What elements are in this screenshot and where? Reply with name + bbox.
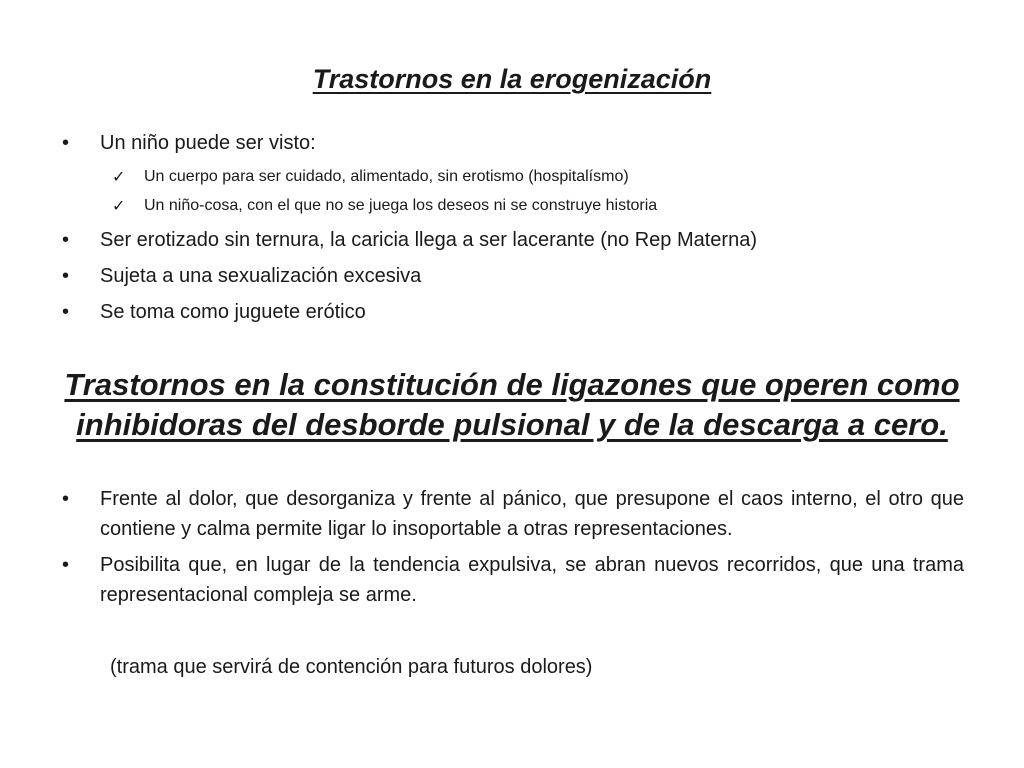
list-item bbox=[62, 261, 964, 291]
list-item bbox=[62, 128, 964, 158]
section-1-list bbox=[62, 128, 964, 333]
sub-list-item-text: Un cuerpo para ser cuidado, alimentado, sin erotismo (hospitalísmo) bbox=[144, 168, 629, 185]
bullet-icon: • bbox=[62, 265, 70, 287]
bullet-icon: • bbox=[62, 229, 70, 251]
list-item-text: Se toma como juguete erótico bbox=[100, 301, 366, 323]
section-1-title: Trastornos en la erogenización bbox=[312, 64, 712, 94]
section-2-list bbox=[62, 484, 964, 616]
list-item-text: Frente al dolor, que desorganiza y frente al pánico, que presupone el caos interno, el otro que contiene y calma permite ligar lo insoportable a otras representaciones. bbox=[100, 488, 964, 540]
section-2-title: Trastornos en la constitución de ligazones que operen como inhibidoras del desborde pulsional y de la descarga a cero. bbox=[64, 367, 960, 442]
note-text: (trama que servirá de contención para futuros dolores) bbox=[110, 656, 593, 678]
list-item bbox=[62, 484, 964, 544]
list-item bbox=[62, 297, 964, 327]
list-item-text: Posibilita que, en lugar de la tendencia expulsiva, se abran nuevos recorridos, que una trama representacional compleja se arme. bbox=[100, 554, 964, 606]
sub-list-item-text: Un niño-cosa, con el que no se juega los deseos ni se construye historia bbox=[144, 197, 658, 214]
list-item-text: Sujeta a una sexualización excesiva bbox=[100, 265, 422, 287]
list-item-text: Ser erotizado sin ternura, la caricia llega a ser lacerante (no Rep Materna) bbox=[100, 229, 757, 251]
bullet-icon: • bbox=[62, 488, 70, 510]
list-item bbox=[62, 550, 964, 610]
sub-list-item bbox=[62, 164, 964, 190]
bullet-icon: • bbox=[62, 301, 70, 323]
list-item-text: Un niño puede ser visto: bbox=[100, 132, 316, 154]
list-item bbox=[62, 225, 964, 255]
bullet-icon: • bbox=[62, 554, 70, 576]
sub-list-item bbox=[62, 193, 964, 219]
bullet-icon: • bbox=[62, 132, 70, 154]
checkmark-icon: ✓ bbox=[112, 167, 126, 186]
checkmark-icon: ✓ bbox=[112, 196, 126, 215]
